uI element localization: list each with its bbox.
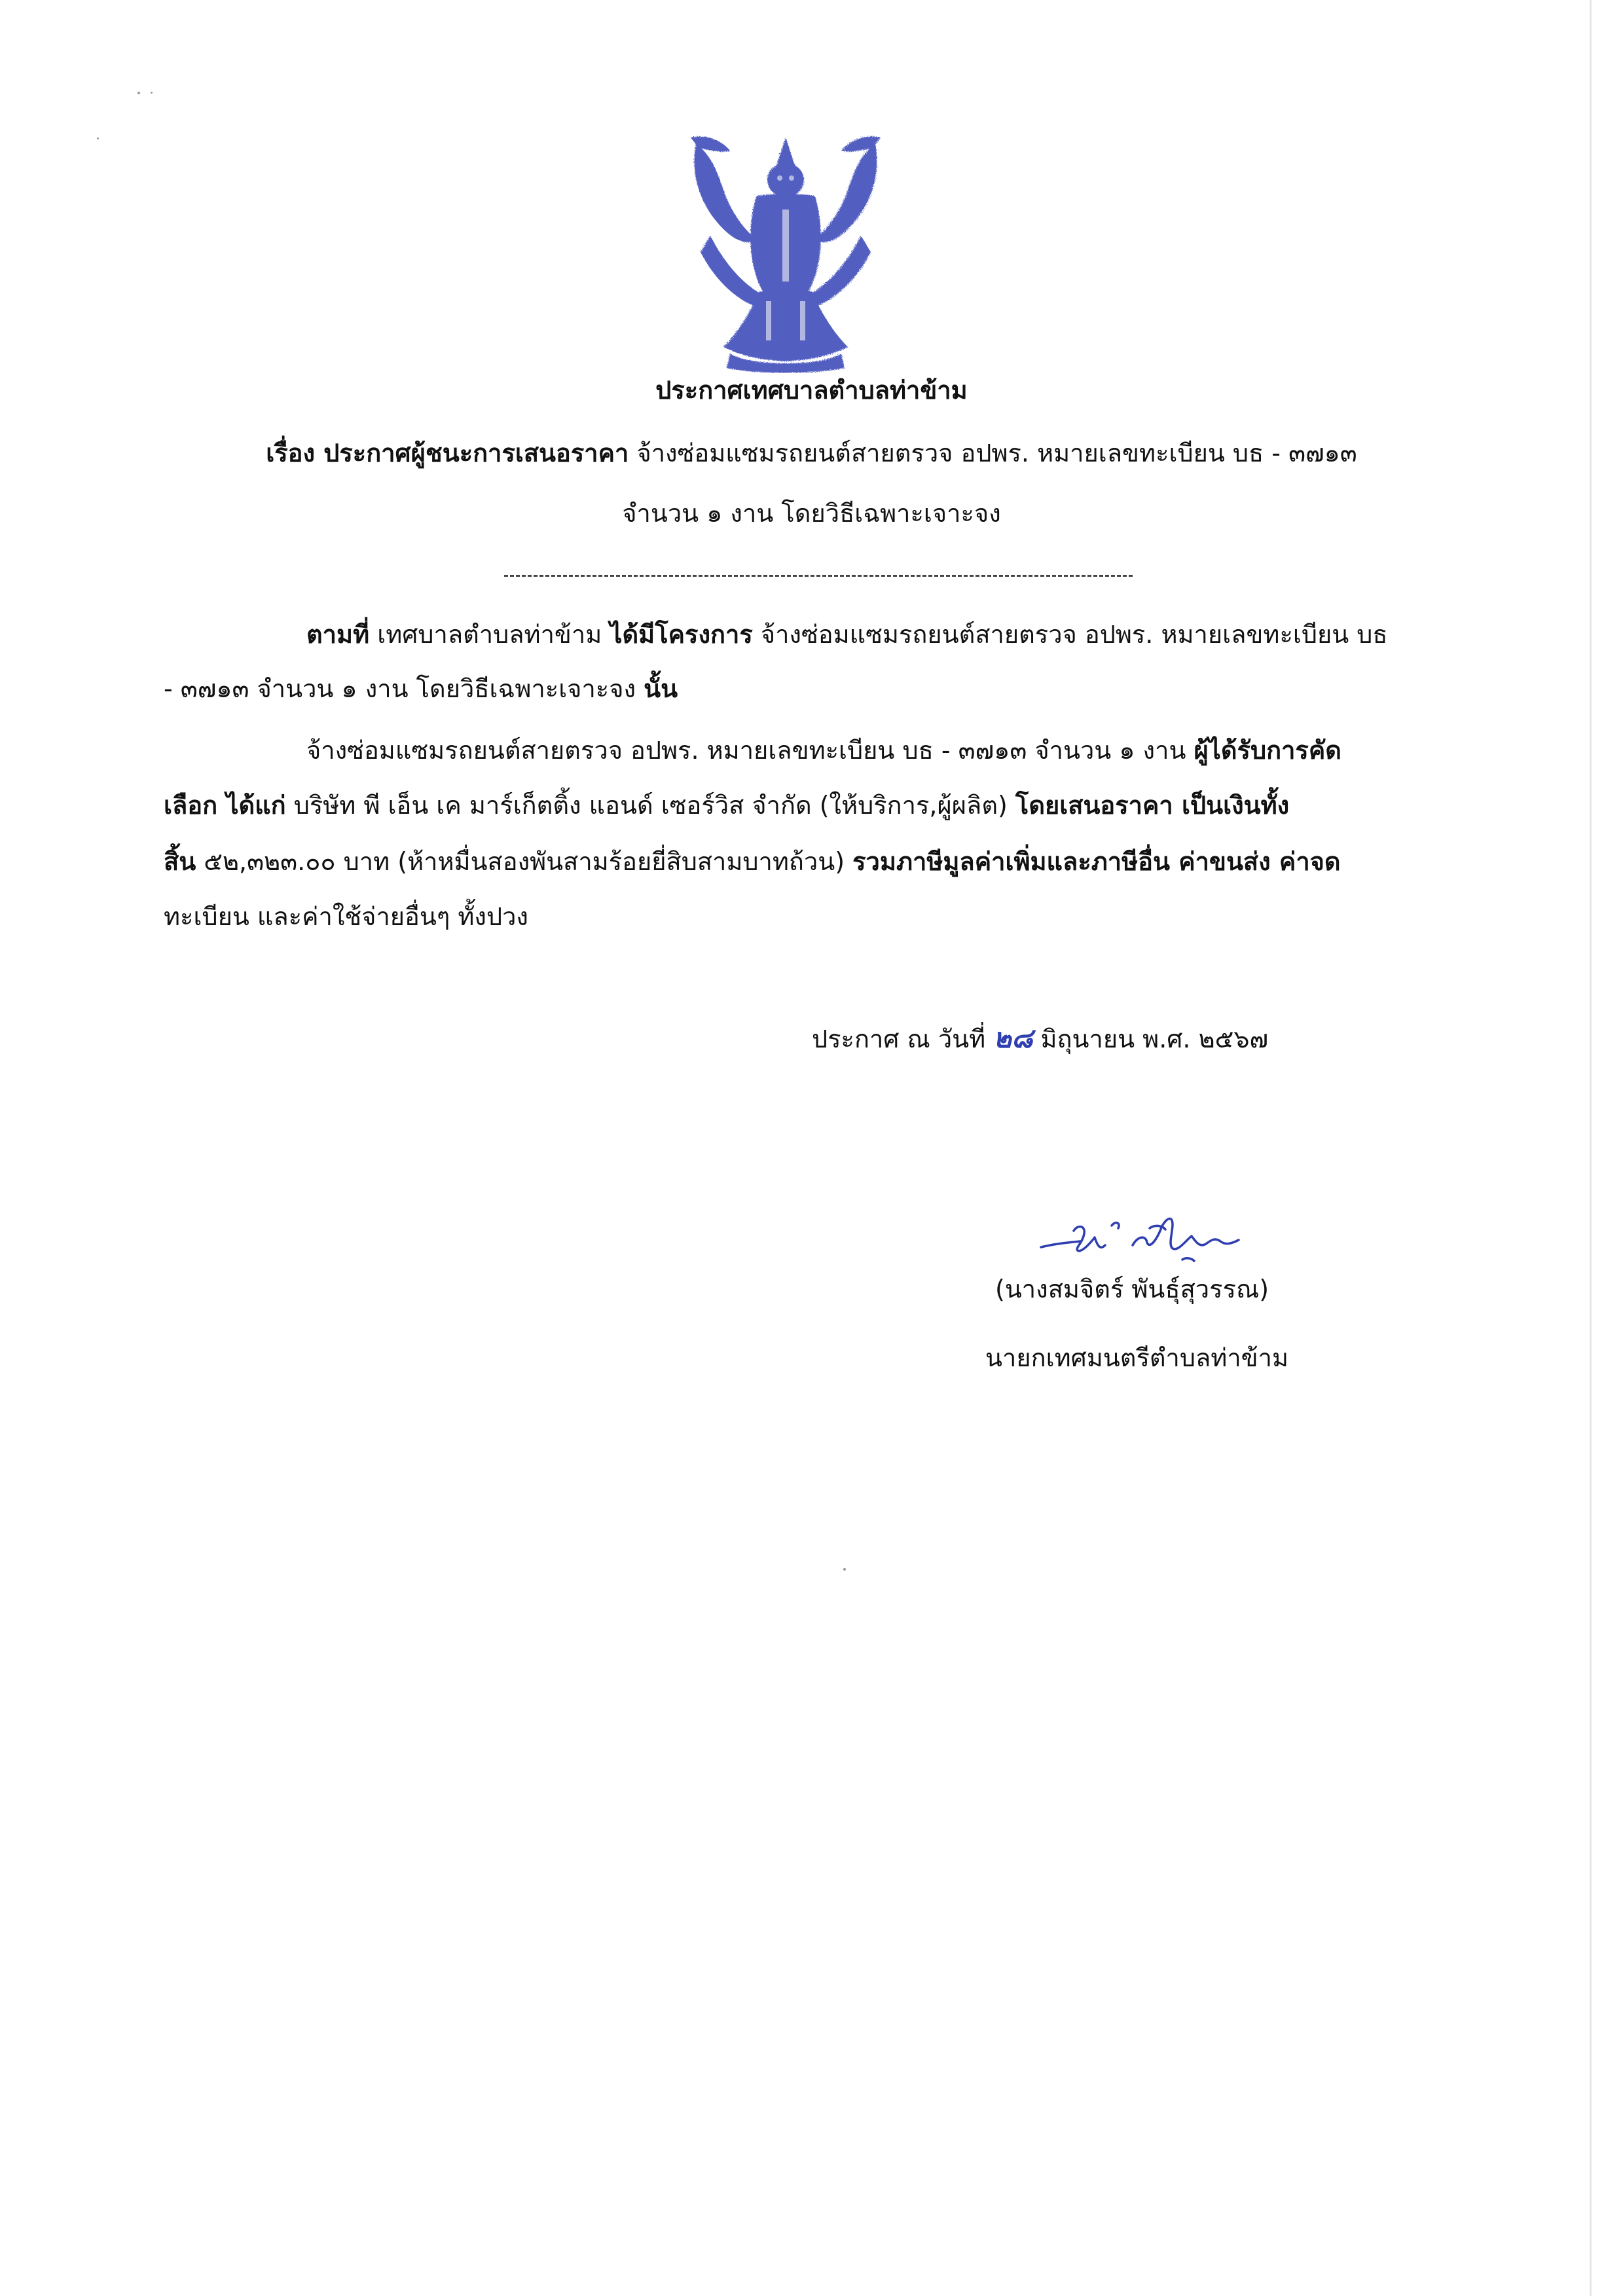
paragraph-1-line-2 (164, 673, 678, 704)
paragraph-2-line-3 (164, 846, 1341, 877)
p2-line2-bold-1: เลือก ได้แก่ (164, 791, 286, 820)
scan-speck (137, 92, 140, 94)
paragraph-2-line-2 (164, 790, 1289, 821)
p1-line2-text: - ๓๗๑๓ จำนวน ๑ งาน โดยวิธีเฉพาะเจาะจง (164, 674, 644, 703)
subject-text: จ้างซ่อมแซมรถยนต์สายตรวจ อปพร. หมายเลขทะเบียน บธ - ๓๗๑๓ (636, 439, 1357, 467)
p2-line1-text: จ้างซ่อมแซมรถยนต์สายตรวจ อปพร. หมายเลขทะเบียน บธ - ๓๗๑๓ จำนวน ๑ งาน (306, 736, 1194, 765)
p2-line3-text: ๕๒,๓๒๓.๐๐ บาท (ห้าหมื่นสองพันสามร้อยยี่สิบสามบาทถ้วน) (196, 847, 853, 876)
announcement-day: ๒๘ (993, 1022, 1033, 1054)
signatory-position: นายกเทศมนตรีตำบลท่าข้าม (985, 1343, 1289, 1372)
p1-text-1: เทศบาลตำบลท่าข้าม (369, 620, 610, 649)
scan-speck (843, 1568, 846, 1571)
announcement-date (812, 1023, 1268, 1055)
paragraph-1-line-1 (306, 619, 1388, 650)
separator-rule (504, 575, 1133, 577)
scan-edge (1590, 0, 1592, 2296)
signatory-name: (นางสมจิตร์ พันธุ์สุวรรณ) (995, 1275, 1269, 1303)
subject-line-2: จำนวน ๑ งาน โดยวิธีเฉพาะเจาะจง (622, 499, 1001, 528)
subject-label: เรื่อง ประกาศผู้ชนะการเสนอราคา (266, 439, 629, 467)
announcement-month-year: มิถุนายน พ.ศ. ๒๕๖๗ (1040, 1025, 1269, 1053)
paragraph-2-line-4: ทะเบียน และค่าใช้จ่ายอื่นๆ ทั้งปวง (164, 902, 528, 931)
p2-line3-bold-2: รวมภาษีมูลค่าเพิ่มและภาษีอื่น ค่าขนส่ง ค่าจด (852, 847, 1341, 876)
announcement-prefix: ประกาศ ณ วันที่ (812, 1025, 986, 1053)
handwritten-signature (1034, 1211, 1257, 1264)
p2-line2-bold-2: โดยเสนอราคา เป็นเงินทั้ง (1015, 791, 1290, 820)
p1-text-2: จ้างซ่อมแซมรถยนต์สายตรวจ อปพร. หมายเลขทะเบียน บธ (752, 620, 1388, 649)
subject-line (0, 437, 1623, 469)
document-title: ประกาศเทศบาลตำบลท่าข้าม (655, 376, 968, 405)
p2-line3-bold-1: สิ้น (164, 847, 196, 876)
scan-speck (97, 137, 99, 139)
scan-speck (151, 92, 153, 94)
p1-bold-2: ได้มีโครงการ (610, 620, 753, 649)
paragraph-2-line-1 (306, 735, 1341, 766)
p1-lead: ตามที่ (306, 620, 370, 649)
garuda-emblem-icon (684, 131, 887, 373)
p2-line2-text: บริษัท พี เอ็น เค มาร์เก็ตติ้ง แอนด์ เซอร์วิส จำกัด (ให้บริการ,ผู้ผลิต) (285, 791, 1015, 820)
p2-line1-bold: ผู้ได้รับการคัด (1194, 736, 1341, 765)
p1-line2-bold: นั้น (644, 674, 678, 703)
